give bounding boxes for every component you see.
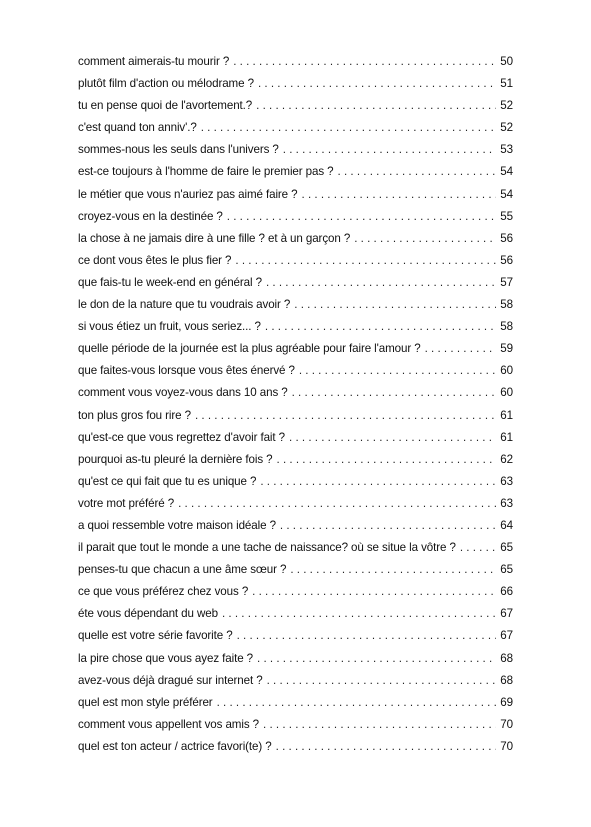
dot-leader xyxy=(252,585,496,598)
toc-entry-page-number: 56 xyxy=(500,231,513,245)
toc-entry-title: que fais-tu le week-end en général ? xyxy=(78,275,262,289)
dot-leader xyxy=(283,143,496,156)
toc-entry[interactable] xyxy=(78,629,513,651)
dot-leader xyxy=(256,99,496,112)
toc-entry-page-number: 68 xyxy=(500,651,513,665)
toc-entry-title: tu en pense quoi de l'avortement.? xyxy=(78,99,253,113)
dot-leader xyxy=(280,519,496,532)
dot-leader xyxy=(292,386,496,399)
toc-entry-page-number: 63 xyxy=(500,474,513,488)
toc-entry-page-number: 58 xyxy=(500,298,513,312)
dot-leader xyxy=(299,364,496,377)
toc-entry-page-number: 64 xyxy=(500,518,513,532)
toc-entry-title: il parait que tout le monde a une tache de naissance? où se situe la vôtre ? xyxy=(78,541,456,555)
toc-entry-title: quelle période de la journée est la plus agréable pour faire l'amour ? xyxy=(78,342,421,356)
toc-entry[interactable] xyxy=(78,718,513,740)
toc-entry-title: que faites-vous lorsque vous êtes énervé ? xyxy=(78,364,295,378)
toc-entry[interactable] xyxy=(78,431,513,453)
toc-entry-page-number: 60 xyxy=(500,386,513,400)
toc-entry[interactable] xyxy=(78,364,513,386)
toc-entry[interactable] xyxy=(78,386,513,408)
dot-leader xyxy=(217,696,496,709)
toc-entry[interactable] xyxy=(78,210,513,232)
toc-entry-title: la chose à ne jamais dire à une fille ? et à un garçon ? xyxy=(78,231,351,245)
toc-entry-title: votre mot préféré ? xyxy=(78,496,175,510)
toc-entry-title: qu'est ce qui fait que tu es unique ? xyxy=(78,474,257,488)
toc-entry[interactable] xyxy=(78,254,513,276)
dot-leader xyxy=(302,188,497,201)
toc-entry[interactable] xyxy=(78,55,513,77)
dot-leader xyxy=(263,718,496,731)
toc-entry-page-number: 54 xyxy=(500,165,513,179)
dot-leader xyxy=(267,674,496,687)
toc-entry-title: ton plus gros fou rire ? xyxy=(78,408,191,422)
toc-entry-page-number: 67 xyxy=(500,629,513,643)
dot-leader xyxy=(460,541,496,554)
toc-entry-page-number: 59 xyxy=(500,342,513,356)
dot-leader xyxy=(289,431,496,444)
dot-leader xyxy=(201,121,496,134)
toc-entry[interactable] xyxy=(78,121,513,143)
toc-entry-title: ce dont vous êtes le plus fier ? xyxy=(78,253,232,267)
toc-entry-page-number: 67 xyxy=(500,607,513,621)
toc-entry-page-number: 68 xyxy=(500,673,513,687)
toc-entry-title: quelle est votre série favorite ? xyxy=(78,629,233,643)
toc-entry[interactable] xyxy=(78,585,513,607)
toc-entry-title: quel est mon style préférer xyxy=(78,695,213,709)
toc-entry-page-number: 55 xyxy=(500,209,513,223)
toc-entry-page-number: 52 xyxy=(500,99,513,113)
dot-leader xyxy=(233,55,496,68)
dot-leader xyxy=(338,165,496,178)
toc-entry-page-number: 56 xyxy=(500,253,513,267)
toc-entry-title: avez-vous déjà dragué sur internet ? xyxy=(78,673,263,687)
toc-entry[interactable] xyxy=(78,298,513,320)
dot-leader xyxy=(222,607,496,620)
toc-entry[interactable] xyxy=(78,165,513,187)
toc-entry-page-number: 52 xyxy=(500,121,513,135)
toc-entry[interactable] xyxy=(78,342,513,364)
toc-entry-title: si vous étiez un fruit, vous seriez... ? xyxy=(78,320,261,334)
toc-entry[interactable] xyxy=(78,674,513,696)
toc-entry-page-number: 70 xyxy=(500,717,513,731)
toc-entry[interactable] xyxy=(78,453,513,475)
toc-entry[interactable] xyxy=(78,320,513,342)
toc-entry-page-number: 53 xyxy=(500,143,513,157)
dot-leader xyxy=(266,276,496,289)
toc-entry[interactable] xyxy=(78,563,513,585)
toc-entry-page-number: 51 xyxy=(500,77,513,91)
toc-entry-title: quel est ton acteur / actrice favori(te) ? xyxy=(78,739,272,753)
toc-entry[interactable] xyxy=(78,143,513,165)
dot-leader xyxy=(227,210,496,223)
toc-entry-page-number: 69 xyxy=(500,695,513,709)
toc-entry[interactable] xyxy=(78,475,513,497)
toc-entry-title: plutôt film d'action ou mélodrame ? xyxy=(78,77,254,91)
toc-entry[interactable] xyxy=(78,232,513,254)
toc-entry-title: est-ce toujours à l'homme de faire le premier pas ? xyxy=(78,165,334,179)
toc-entry-page-number: 65 xyxy=(500,541,513,555)
toc-entry[interactable] xyxy=(78,99,513,121)
toc-entry-page-number: 65 xyxy=(500,563,513,577)
toc-entry-title: pourquoi as-tu pleuré la dernière fois ? xyxy=(78,452,273,466)
toc-entry-page-number: 63 xyxy=(500,496,513,510)
toc-entry-title: qu'est-ce que vous regrettez d'avoir fait ? xyxy=(78,430,285,444)
toc-entry-title: a quoi ressemble votre maison idéale ? xyxy=(78,518,276,532)
toc-entry-page-number: 57 xyxy=(500,275,513,289)
dot-leader xyxy=(265,320,496,333)
toc-entry-title: comment vous voyez-vous dans 10 ans ? xyxy=(78,386,288,400)
toc-entry-title: comment aimerais-tu mourir ? xyxy=(78,55,230,68)
toc-entry[interactable] xyxy=(78,188,513,210)
dot-leader xyxy=(195,409,496,422)
dot-leader xyxy=(260,475,496,488)
toc-entry[interactable] xyxy=(78,652,513,674)
toc-entry-title: sommes-nous les seuls dans l'univers ? xyxy=(78,143,279,157)
toc-entry-title: c'est quand ton anniv'.? xyxy=(78,121,197,135)
dot-leader xyxy=(277,453,496,466)
toc-entry-page-number: 54 xyxy=(500,187,513,201)
toc-entry[interactable] xyxy=(78,740,513,762)
dot-leader xyxy=(258,77,496,90)
toc-entry-title: croyez-vous en la destinée ? xyxy=(78,209,223,223)
toc-entry-title: éte vous dépendant du web xyxy=(78,607,218,621)
dot-leader xyxy=(237,629,496,642)
toc-entry-page-number: 66 xyxy=(500,585,513,599)
toc-entry[interactable] xyxy=(78,77,513,99)
dot-leader xyxy=(178,497,496,510)
toc-entry-page-number: 61 xyxy=(500,430,513,444)
toc-entry[interactable] xyxy=(78,497,513,519)
toc-entry-title: le métier que vous n'auriez pas aimé faire ? xyxy=(78,187,298,201)
toc-entry-page-number: 61 xyxy=(500,408,513,422)
toc-entry-page-number: 62 xyxy=(500,452,513,466)
toc-entry[interactable] xyxy=(78,276,513,298)
toc-entry-title: la pire chose que vous ayez faite ? xyxy=(78,651,254,665)
toc-entry-title: ce que vous préférez chez vous ? xyxy=(78,585,249,599)
dot-leader xyxy=(425,342,496,355)
dot-leader xyxy=(276,740,496,753)
toc-entry-page-number: 58 xyxy=(500,320,513,334)
toc-entry[interactable] xyxy=(78,519,513,541)
toc-entry[interactable] xyxy=(78,541,513,563)
toc-entry-page-number: 70 xyxy=(500,739,513,753)
dot-leader xyxy=(235,254,496,267)
toc-entry-title: le don de la nature que tu voudrais avoir ? xyxy=(78,298,291,312)
toc-entry[interactable] xyxy=(78,607,513,629)
toc-entry[interactable] xyxy=(78,409,513,431)
toc-entry-title: penses-tu que chacun a une âme sœur ? xyxy=(78,563,287,577)
dot-leader xyxy=(294,298,496,311)
dot-leader xyxy=(257,652,496,665)
toc-entry-page-number: 60 xyxy=(500,364,513,378)
toc-entry[interactable] xyxy=(78,696,513,718)
table-of-contents xyxy=(78,55,513,762)
toc-entry-page-number: 50 xyxy=(500,55,513,68)
dot-leader xyxy=(290,563,496,576)
toc-entry-title: comment vous appellent vos amis ? xyxy=(78,717,260,731)
dot-leader xyxy=(354,232,496,245)
